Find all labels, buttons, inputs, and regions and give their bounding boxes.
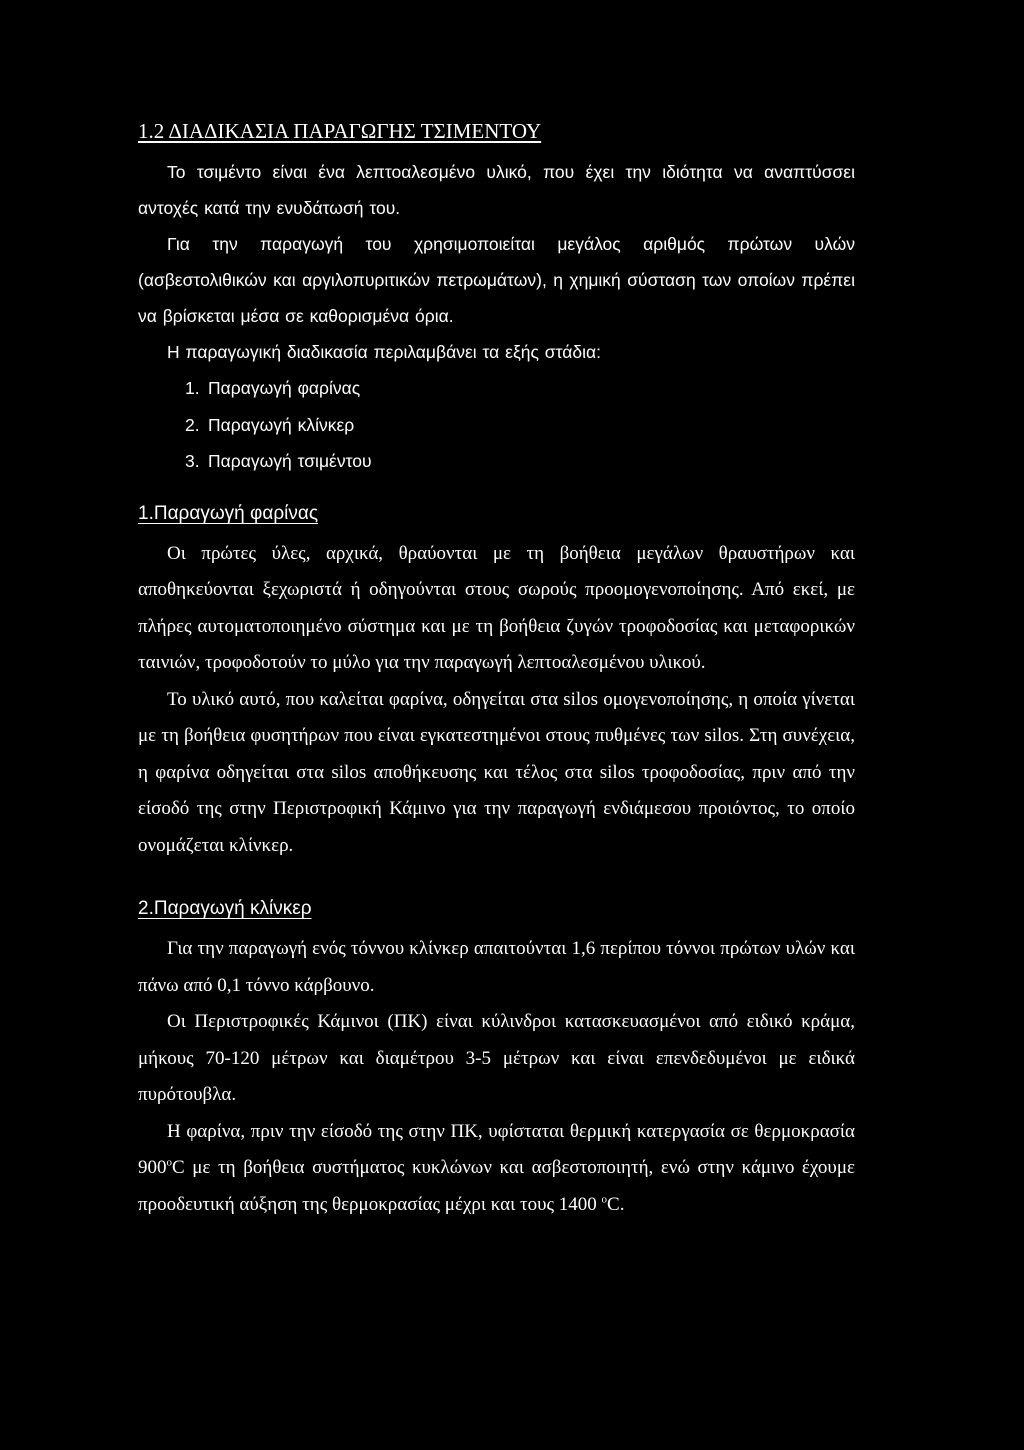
clinker-paragraph-2: Οι Περιστροφικές Κάμινοι (ΠΚ) είναι κύλινδροι κατασκευασμένοι από ειδικό κράμα, μήκους 70-120 μέτρων και διαμέτρου 3-5 μέτρων και είναι επενδεδυμένοι με ειδικά πυρότουβλα. [138, 1011, 855, 1105]
section-title: 1.2 ΔΙΑΔΙΚΑΣΙΑ ΠΑΡΑΓΩΓΗΣ ΤΣΙΜΕΝΤΟΥ [138, 119, 542, 143]
stages-list [138, 370, 855, 480]
farina-section [138, 536, 855, 865]
farina-paragraph-1: Οι πρώτες ύλες, αρχικά, θραύονται με τη βοήθεια μεγάλων θραυστήρων και αποθηκεύονται ξεχωριστά ή οδηγούνται στους σωρούς προομογενοποίησης. Από εκεί, με πλήρες αυτοματοποιημένο σύστημα και με τη βοήθεια ζυγών τροφοδοσίας και μεταφορικών ταινιών, τροφοδοτούν το μύλο για την παραγωγή λεπτοαλεσμένου υλικού. [138, 542, 855, 673]
intro-section [138, 154, 855, 480]
farina-heading: 1.Παραγωγή φαρίνας [138, 502, 318, 524]
list-item-number: 2. [185, 414, 200, 435]
document-page [138, 118, 855, 1223]
list-item [185, 443, 855, 480]
degree-superscript: ο [601, 1193, 608, 1206]
list-item-number: 1. [185, 378, 200, 398]
clinker-paragraph-1: Για την παραγωγή ενός τόννου κλίνκερ απαιτούνται 1,6 περίπου τόννοι πρώτων υλών και πάνω από 0,1 τόννο κάρβουνο. [138, 938, 855, 996]
list-item [185, 370, 855, 407]
list-item-number: 3. [185, 451, 200, 471]
list-item-label: Παραγωγή κλίνκερ [208, 414, 355, 435]
clinker-heading: 2.Παραγωγή κλίνκερ [138, 898, 312, 919]
farina-paragraph-2: Το υλικό αυτό, που καλείται φαρίνα, οδηγείται στα silos ομογενοποίησης, η οποία γίνεται με τη βοήθεια φυσητήρων που είναι εγκατεστημένοι στους πυθμένες των silos. Στη συνέχεια, η φαρίνα οδηγείται στα silos αποθήκευσης και τέλος στα silos τροφοδοσίας, πριν από την είσοδό της στην Περιστροφική Κάμινο για την παραγωγή ενδιάμεσου προιόντος, το οποίο ονομάζεται κλίνκερ. [138, 688, 855, 856]
clinker-paragraph-3 [138, 1114, 855, 1224]
clinker-paragraph-3-text-b: C με τη βοήθεια συστήματος κυκλώνων και ασβεστοποιητή, ενώ στην κάμινο έχουμε προοδευτική αύξηση της θερμοκρασίας μέχρι και τους 1400 [138, 1157, 855, 1215]
degree-superscript: ο [166, 1156, 172, 1169]
list-item-label: Παραγωγή τσιμέντου [208, 451, 372, 471]
clinker-paragraph-3-text-c: C. [607, 1193, 625, 1215]
intro-paragraph-2: Για την παραγωγή του χρησιμοποιείται μεγάλος αριθμός πρώτων υλών (ασβεστολιθικών και αργιλοπυριτικών πετρωμάτων), η χημική σύσταση των οποίων πρέπει να βρίσκεται μέσα σε καθορισμένα όρια. [138, 234, 855, 326]
list-item [185, 407, 855, 444]
clinker-section [138, 931, 855, 1223]
clinker-paragraph-3-text-a: Η φαρίνα, πριν την είσοδό της στην ΠΚ, υφίσταται θερμική κατεργασία σε θερμοκρασία 900 [138, 1120, 855, 1178]
intro-paragraph-3: Η παραγωγική διαδικασία περιλαμβάνει τα εξής στάδια: [167, 342, 601, 362]
list-item-label: Παραγωγή φαρίνας [208, 378, 361, 398]
intro-paragraph-1: Το τσιμέντο είναι ένα λεπτοαλεσμένο υλικό, που έχει την ιδιότητα να αναπτύσσει αντοχές κατά την ενυδάτωσή του. [138, 162, 855, 218]
